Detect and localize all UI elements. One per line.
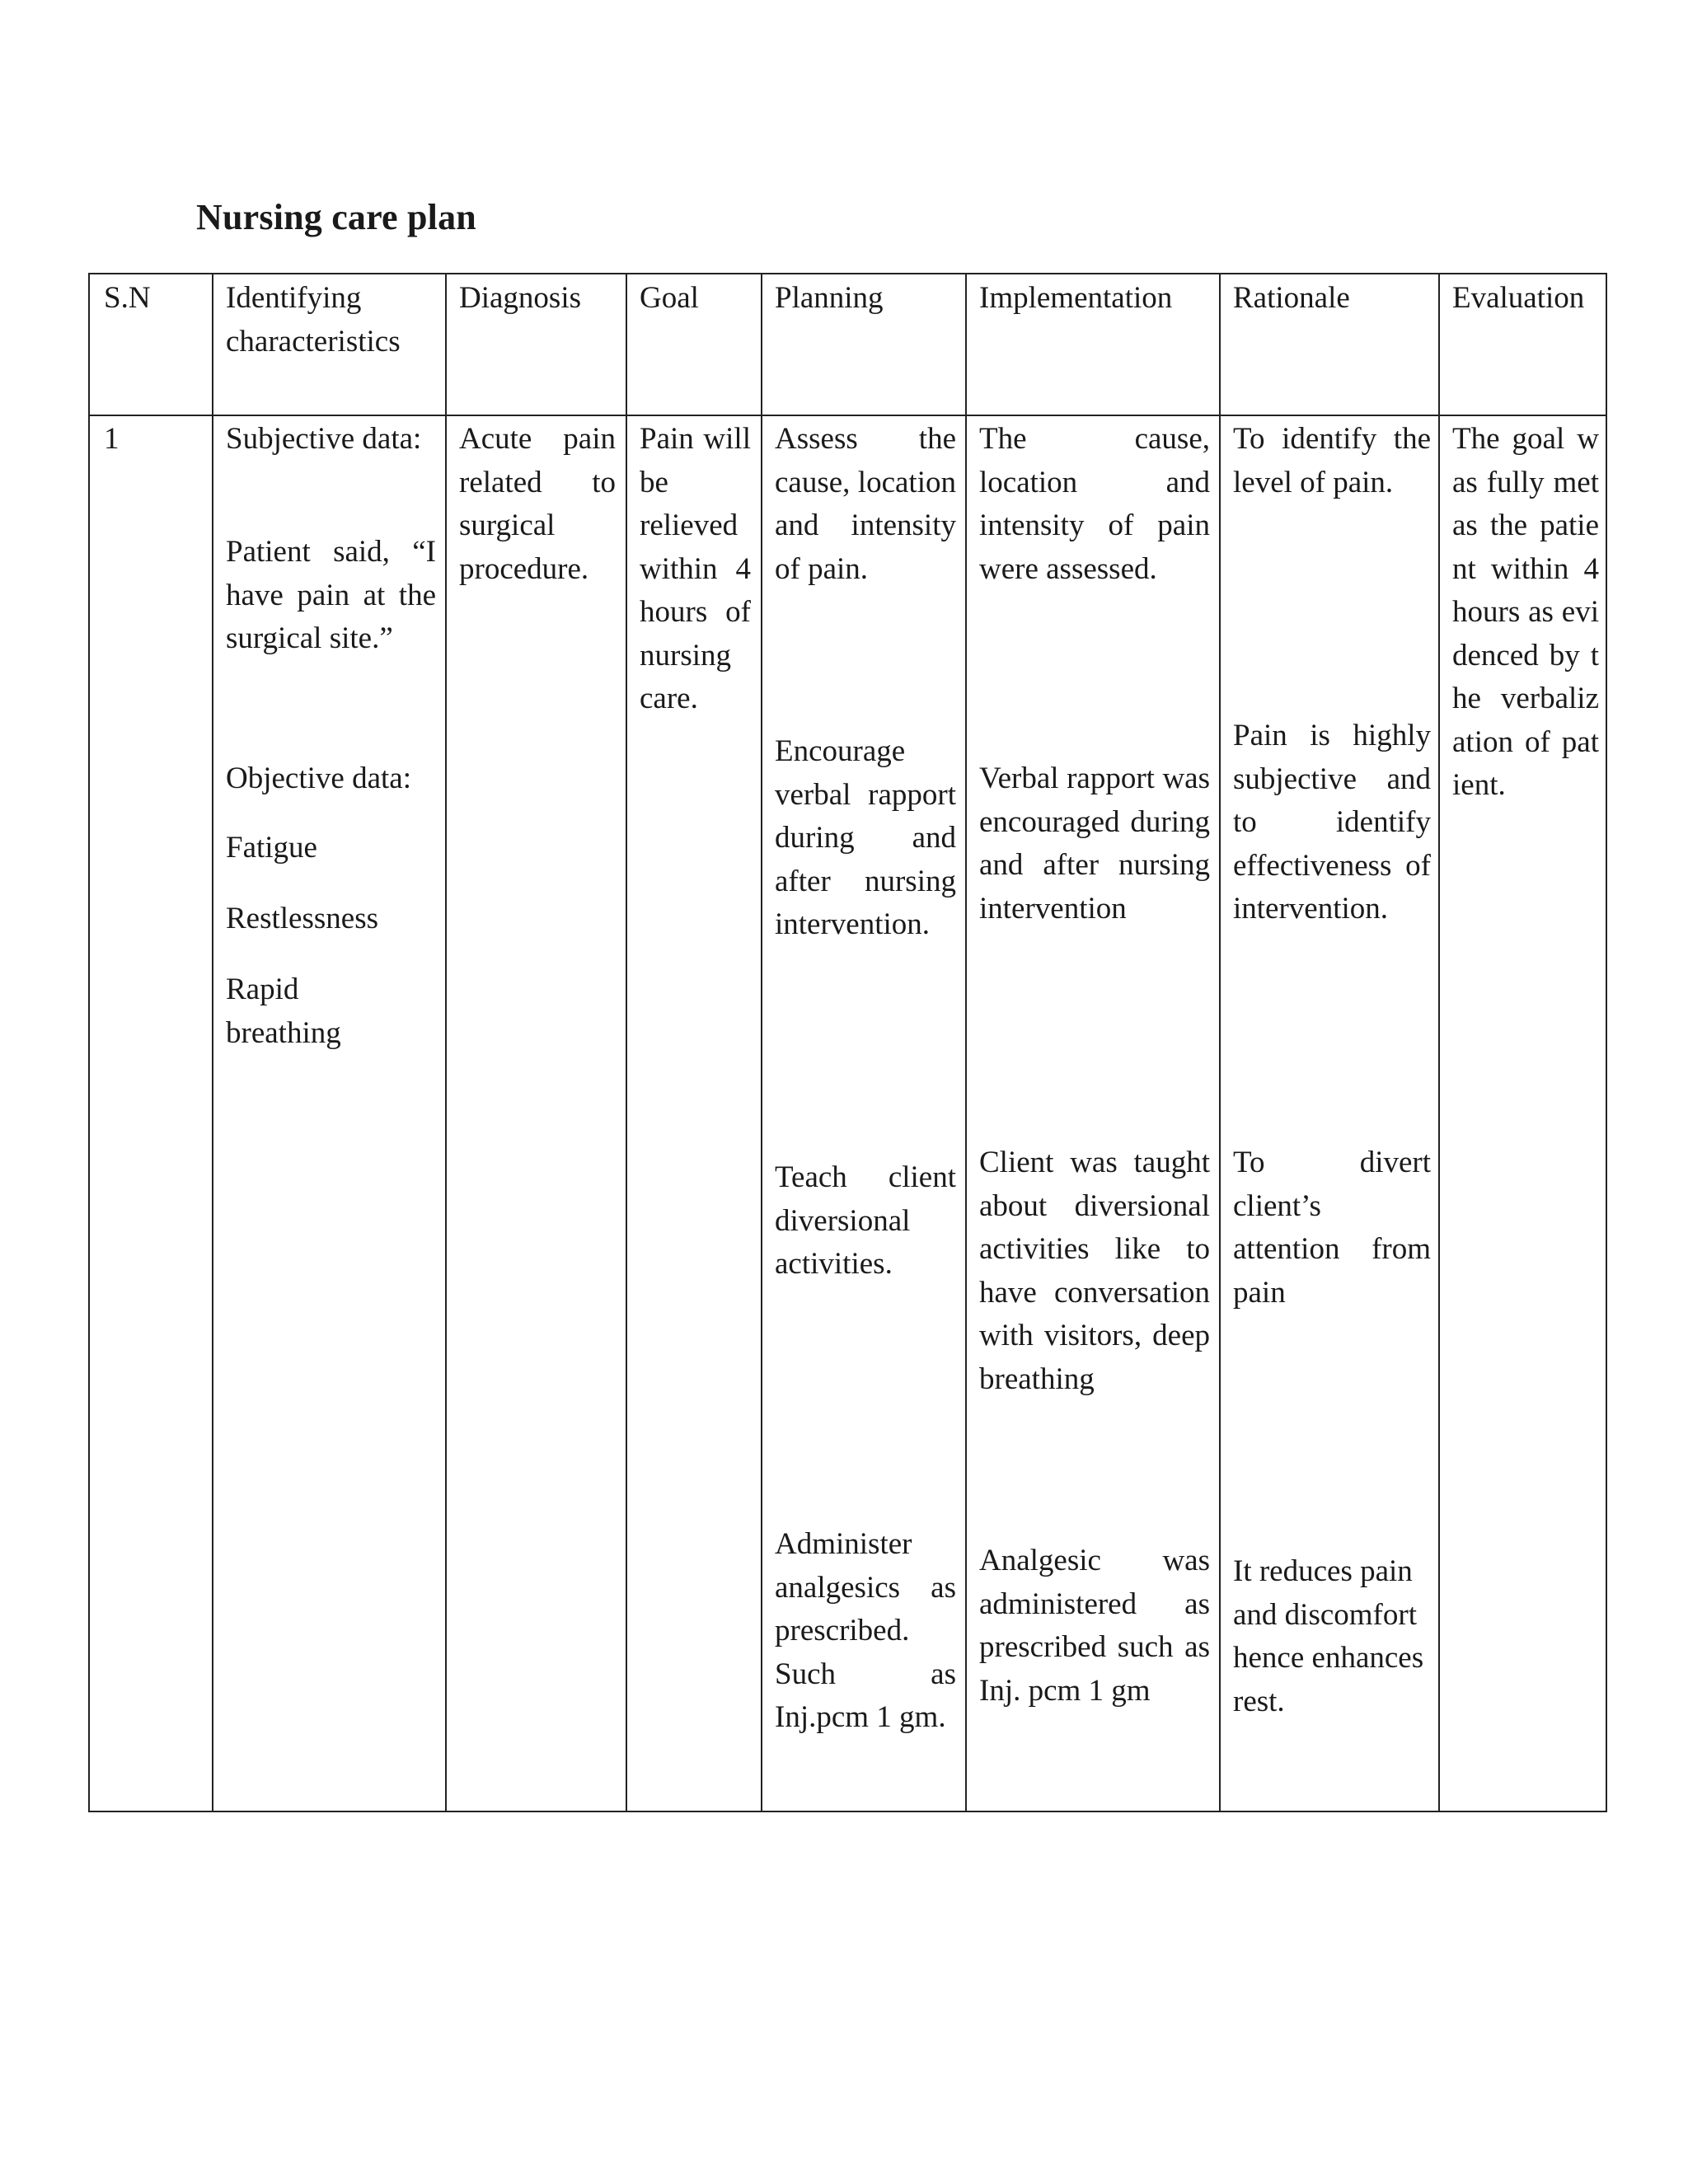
header-evaluation: Evaluation bbox=[1452, 281, 1585, 315]
column-divider bbox=[1438, 274, 1440, 1811]
identifying-patient-quote: Patient said, “I have pain at the surgical site.” bbox=[226, 535, 436, 655]
column-divider bbox=[965, 274, 967, 1811]
column-divider bbox=[445, 274, 447, 1811]
document-title: Nursing care plan bbox=[196, 197, 476, 237]
planning-item: Assess the cause, location and intensity of pain. bbox=[775, 422, 956, 586]
header-goal: Goal bbox=[640, 281, 699, 315]
implementation-item: Client was taught about diversional activities like to have conversation with visitors, deep breathing bbox=[979, 1146, 1210, 1396]
header-rationale: Rationale bbox=[1233, 281, 1350, 315]
header-identifying-characteristics: Identifying characteristics bbox=[226, 281, 401, 359]
header-divider bbox=[90, 415, 1606, 416]
header-planning: Planning bbox=[775, 281, 884, 315]
diagnosis-text: Acute pain related to surgical procedure. bbox=[459, 422, 616, 586]
goal-text: Pain will be relieved within 4 hours of nursing care. bbox=[640, 422, 751, 715]
header-implementation: Implementation bbox=[979, 281, 1173, 315]
identifying-objective-label: Objective data: bbox=[226, 762, 411, 795]
rationale-item: Pain is highly subjective and to identify effectiveness of intervention. bbox=[1233, 719, 1431, 926]
header-sn: S.N bbox=[104, 281, 151, 315]
identifying-restlessness: Restlessness bbox=[226, 902, 378, 935]
rationale-item: To identify the level of pain. bbox=[1233, 422, 1431, 499]
care-plan-table bbox=[88, 273, 1607, 1812]
column-divider bbox=[761, 274, 762, 1811]
implementation-item: The cause, location and intensity of pain were assessed. bbox=[979, 422, 1210, 586]
implementation-item: Analgesic was administered as prescribed such as Inj. pcm 1 gm bbox=[979, 1544, 1210, 1708]
column-divider bbox=[1219, 274, 1221, 1811]
planning-item: Administer analgesics as prescribed. Such as Inj.pcm 1 gm. bbox=[775, 1527, 956, 1734]
column-divider bbox=[626, 274, 627, 1811]
planning-item: Encourage verbal rapport during and after nursing intervention. bbox=[775, 734, 956, 941]
rationale-item: To divert client’s attention from pain bbox=[1233, 1146, 1431, 1310]
implementation-item: Verbal rapport was encouraged during and after nursing intervention bbox=[979, 762, 1210, 926]
identifying-rapid-breathing: Rapid breathing bbox=[226, 972, 341, 1050]
header-diagnosis: Diagnosis bbox=[459, 281, 581, 315]
row-sn: 1 bbox=[104, 422, 120, 456]
identifying-subjective-label: Subjective data: bbox=[226, 422, 422, 456]
planning-item: Teach client diversional activities. bbox=[775, 1160, 956, 1281]
evaluation-text: The goal was fully met as the patient within 4 hours as evidenced by the verbalization of patient. bbox=[1452, 422, 1599, 802]
identifying-fatigue: Fatigue bbox=[226, 831, 317, 865]
rationale-item: It reduces pain and discomfort hence enhances rest. bbox=[1233, 1554, 1424, 1718]
column-divider bbox=[212, 274, 213, 1811]
